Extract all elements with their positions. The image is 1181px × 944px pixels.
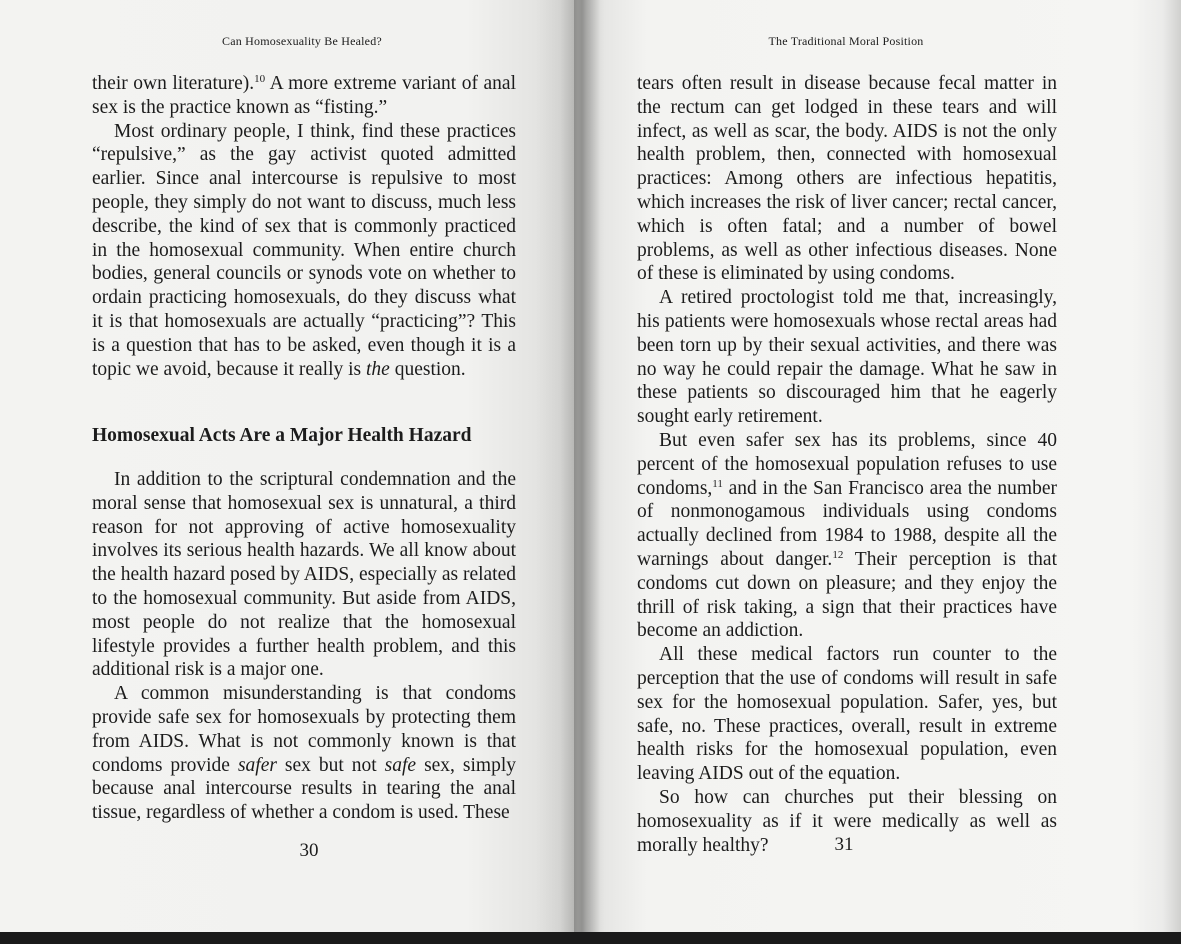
footnote-ref: 10: [254, 73, 266, 85]
text-span: and in the San Francisco area the number of nonmonogamous individuals using condoms actually declined from 1984 to 1988, despite all the warnings about danger.: [637, 477, 1057, 570]
text-span: sex, simply because anal intercourse results in tearing the anal tissue, regardless of whether a condom is used. These: [92, 754, 516, 824]
text-span: Most ordinary people, I think, find these practices “repulsive,” as the gay activist quoted admitted earlier. Since anal intercourse is repulsive to most people, they simply do not want to discuss, much less describe, the kind of sex that is commonly practiced in the homosexual community. When entire church bodies, general councils or synods vote on whether to ordain practicing homosexuals, do they discuss what it is that homosexuals are actually “practicing”? This is a question that has to be asked, even though it is a topic we avoid, because it really is: [92, 120, 516, 380]
page-number-left: 30: [299, 840, 319, 861]
right-page: [574, 0, 1181, 932]
paragraph: A retired proctologist told me that, increasingly, his patients were homosexuals whose rectal areas had been torn up by their sexual activities, and there was no way he could repair the damage. What he saw in these patients so discouraged him that he eagerly sought early retirement.: [637, 287, 1057, 428]
text-span: But even safer sex has its problems, since 40 percent of the homosexual population refuses to use condoms,: [637, 429, 1057, 499]
section-heading: Homosexual Acts Are a Major Health Hazard: [92, 425, 472, 446]
left-body-top: [92, 72, 516, 381]
paragraph: So how can churches put their blessing on homosexuality as if it were medically as well as morally healthy?: [637, 786, 1057, 856]
text-span: question.: [389, 358, 466, 380]
paragraph: [92, 682, 516, 825]
emphasis: safer: [237, 754, 277, 776]
text-span: sex but not: [276, 754, 385, 776]
paragraph: tears often result in disease because fecal matter in the rectum can get lodged in these tears and will infect, as well as scar, the body. AIDS is not the only health problem, then, connected with homosexual practices: Among others are infectious hepatitis, which increases the risk of liver cancer; rectal cancer, which is often fatal; and a number of bowel problems, as well as other infectious diseases. None of these is eliminated by using condoms.: [637, 73, 1057, 285]
footnote-ref: 12: [832, 548, 844, 561]
left-page: [0, 0, 582, 932]
text-span: A more extreme variant of anal sex is the practice known as “fisting.”: [92, 73, 517, 118]
running-head-left: Can Homosexuality Be Healed?: [222, 34, 382, 48]
paragraph: All these medical factors run counter to the perception that the use of condoms will result in safe sex for the homosexual population. Safer, yes, but safe, no. These practices, overall, result in extreme health risks for the homosexual population, even leaving AIDS out of the equation.: [637, 644, 1057, 785]
emphasis: safe: [384, 754, 417, 776]
paragraph: [92, 120, 516, 382]
emphasis: the: [366, 358, 390, 380]
footnote-ref: 11: [712, 477, 723, 490]
text-span: Their perception is that condoms cut down on pleasure; and they enjoy the thrill of risk taking, a sign that their practices have become an addiction.: [637, 548, 1057, 642]
right-body: [637, 72, 1057, 857]
paragraph: [637, 429, 1057, 643]
text-span: their own literature).: [92, 73, 255, 94]
left-body-bottom: [92, 468, 516, 825]
running-head-right: The Traditional Moral Position: [768, 34, 924, 48]
page-number-right: 31: [834, 834, 854, 855]
paragraph: In addition to the scriptural condemnation and the moral sense that homosexual sex is unnatural, a third reason for not approving of active homosexuality involves its serious health hazards. We all know about the health hazard posed by AIDS, especially as related to the homosexual community. But aside from AIDS, most people do not realize that the homosexual lifestyle provides a further health problem, and this additional risk is a major one.: [92, 469, 516, 681]
paragraph: [92, 72, 516, 120]
text-span: A common misunderstanding is that condoms provide safe sex for homosexuals by protecting them from AIDS. What is not commonly known is that condoms provide: [92, 683, 516, 776]
